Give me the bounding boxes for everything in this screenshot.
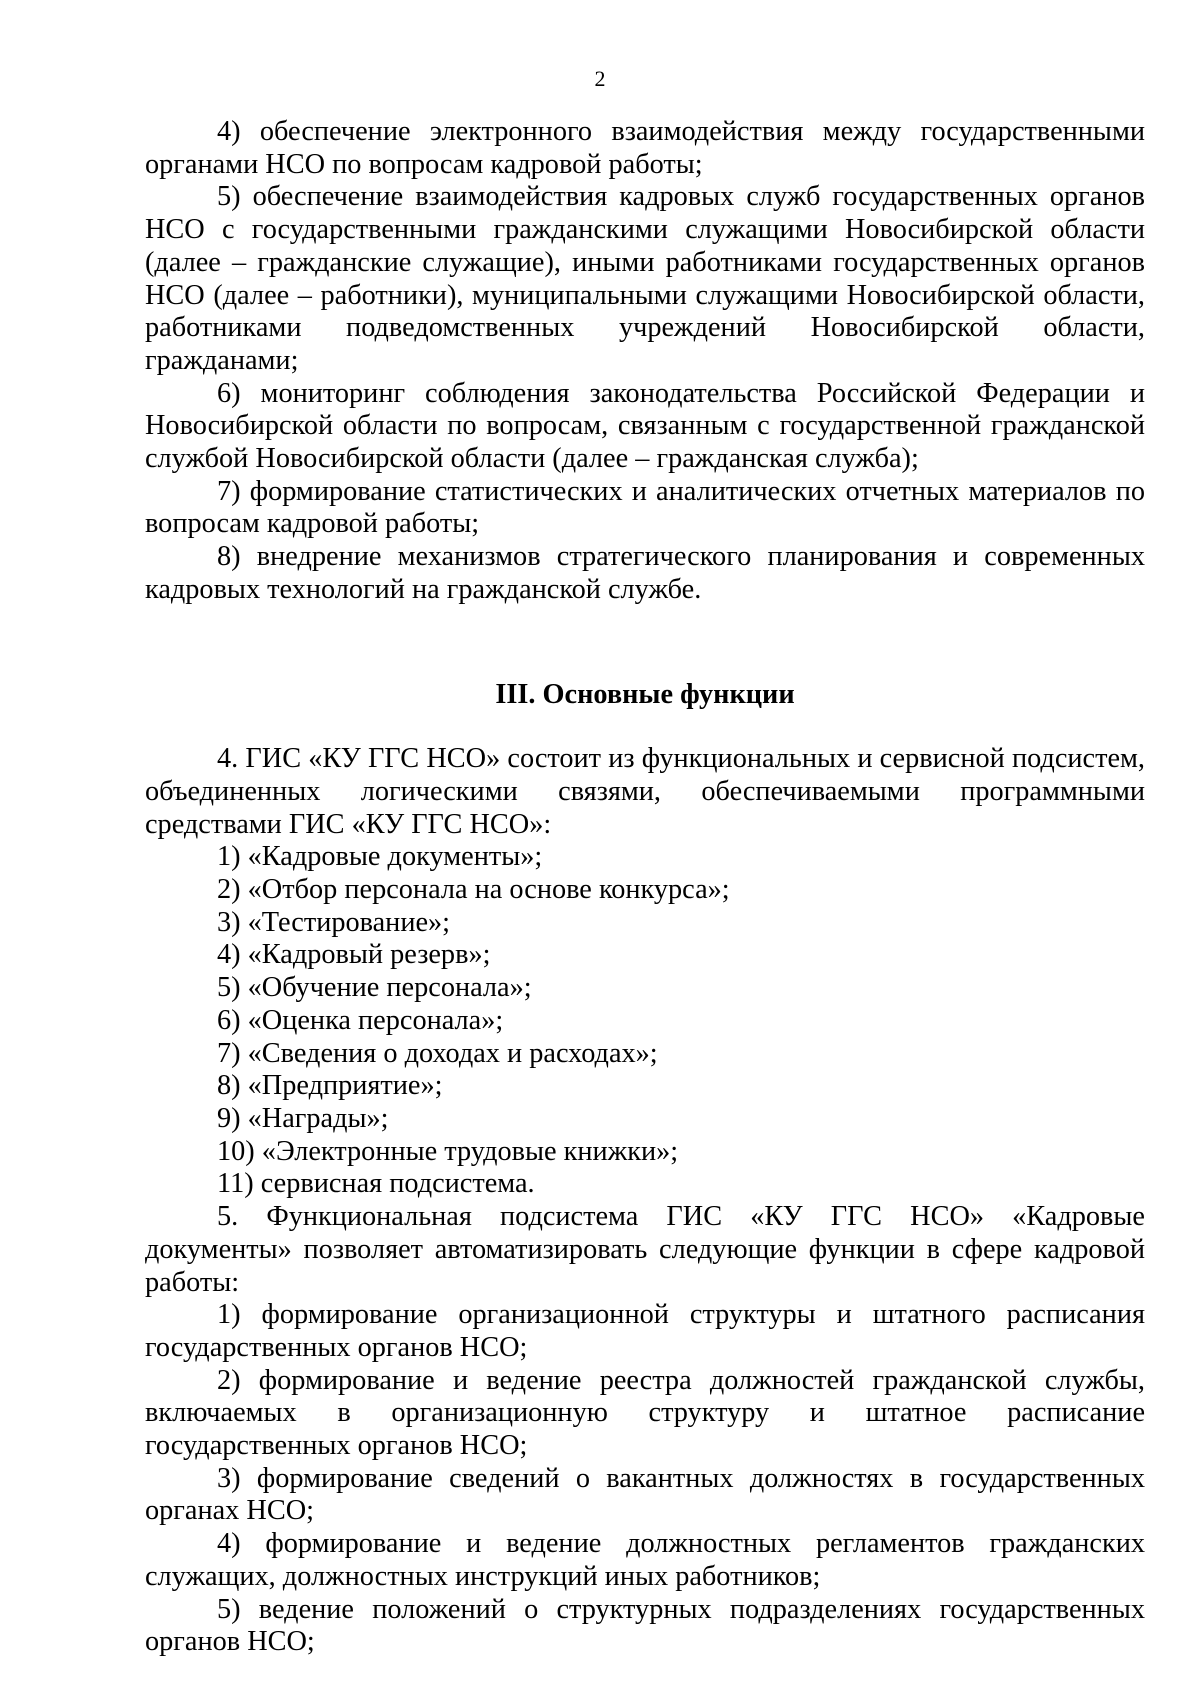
subsystem-item: 5) «Обучение персонала»; — [217, 972, 532, 1004]
document-body — [145, 116, 1145, 1659]
subsystem-item: 11) сервисная подсистема. — [217, 1168, 535, 1200]
section-heading: III. Основные функции — [495, 678, 795, 710]
task-item-4: 4) обеспечение электронного взаимодействия между государственными органами НСО по вопросам кадровой работы; — [145, 116, 1145, 180]
paragraph-5: 5. Функциональная подсистема ГИС «КУ ГГС НСО» «Кадровые документы» позволяет автоматизировать следующие функции в сфере кадровой работы: — [145, 1201, 1145, 1298]
task-item-6: 6) мониторинг соблюдения законодательства Российской Федерации и Новосибирской области по вопросам, связанным с государственной гражданской службой Новосибирской области (далее – гражданская служба); — [145, 377, 1145, 475]
subsystem-item: 4) «Кадровый резерв»; — [217, 939, 491, 971]
function-item: 3) формирование сведений о вакантных должностях в государственных органах НСО; — [145, 1462, 1145, 1527]
subsystem-item: 6) «Оценка персонала»; — [217, 1004, 504, 1036]
function-item: 1) формирование организационной структуры и штатного расписания государственных органов НСО; — [145, 1299, 1145, 1363]
subsystem-item: 7) «Сведения о доходах и расходах»; — [217, 1037, 658, 1069]
function-item: 2) формирование и ведение реестра должностей гражданской службы, включаемых в организационную структуру и штатное расписание государственных органов НСО; — [145, 1364, 1145, 1462]
subsystem-item: 2) «Отбор персонала на основе конкурса»; — [217, 874, 730, 906]
page-number: 2 — [594, 66, 606, 91]
task-item-7: 7) формирование статистических и аналитических отчетных материалов по вопросам кадровой работы; — [145, 475, 1145, 540]
task-item-8: 8) внедрение механизмов стратегического планирования и современных кадровых технологий на гражданской службе. — [145, 541, 1145, 605]
task-item-5: 5) обеспечение взаимодействия кадровых служб государственных органов НСО с государственными гражданскими служащими Новосибирской области (далее – гражданские служащие), иными работниками государственных органов НСО (далее – работники), муниципальными служащими Новосибирской области, работниками подведомственных учреждений Новосибирской области, гражданами; — [145, 181, 1145, 376]
function-item: 5) ведение положений о структурных подразделениях государственных органов НСО; — [145, 1593, 1145, 1658]
subsystem-item: 9) «Награды»; — [217, 1102, 389, 1134]
subsystem-item: 1) «Кадровые документы»; — [217, 841, 543, 873]
subsystem-item: 3) «Тестирование»; — [217, 906, 451, 938]
function-item: 4) формирование и ведение должностных регламентов гражданских служащих, должностных инструкций иных работников; — [145, 1528, 1145, 1592]
paragraph-4: 4. ГИС «КУ ГГС НСО» состоит из функциональных и сервисной подсистем, объединенных логическими связями, обеспечиваемыми программными средствами ГИС «КУ ГГС НСО»: — [145, 743, 1145, 840]
subsystem-item: 10) «Электронные трудовые книжки»; — [217, 1135, 679, 1167]
subsystem-item: 8) «Предприятие»; — [217, 1070, 443, 1102]
